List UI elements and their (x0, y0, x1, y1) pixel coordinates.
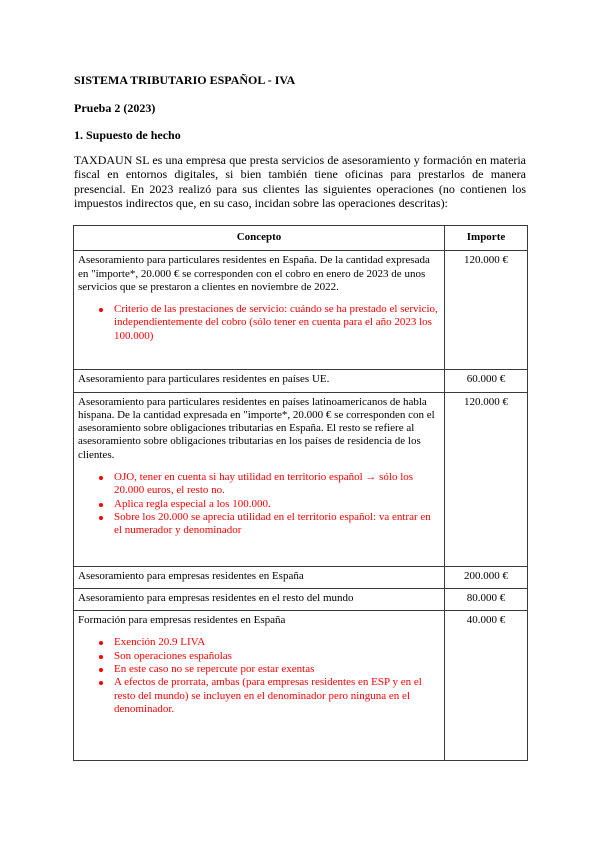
annotation-list (78, 303, 440, 343)
table-header-row (74, 226, 528, 251)
column-header-concept: Concepto (74, 226, 445, 251)
amount-cell: 40.000 € (445, 611, 528, 761)
amount-cell: 120.000 € (445, 251, 528, 370)
annotation-list (78, 471, 440, 537)
table-row (74, 588, 528, 610)
document-subtitle: Prueba 2 (2023) (74, 101, 156, 115)
annotation-item: Sobre los 20.000 se aprecia utilidad en el territorio español: va entrar en el numerador y denominador (114, 511, 440, 538)
concept-cell (74, 566, 445, 588)
concept-cell (74, 370, 445, 392)
concept-text: Asesoramiento para empresas residentes en el resto del mundo (78, 591, 354, 604)
table-row (74, 566, 528, 588)
table-row (74, 392, 528, 566)
section-heading: 1. Supuesto de hecho (74, 128, 181, 142)
concept-cell (74, 251, 445, 370)
concept-text: Asesoramiento para empresas residentes en España (78, 569, 304, 582)
document-title: SISTEMA TRIBUTARIO ESPAÑOL - IVA (74, 73, 296, 87)
concept-cell (74, 392, 445, 566)
intro-paragraph: TAXDAUN SL es una empresa que presta servicios de asesoramiento y formación en materia fiscal en entornos digitales, si bien también tiene oficinas para prestarlos de manera presencial. En 2023 realizó para sus clientes las siguientes operaciones (no contienen los impuestos indirectos que, en su caso, incidan sobre las operaciones descritas): (74, 153, 526, 210)
annotation-list (78, 636, 440, 716)
operations-table (73, 225, 528, 761)
concept-text: Formación para empresas residentes en España (78, 614, 286, 627)
amount-cell: 80.000 € (445, 588, 528, 610)
column-header-amount: Importe (445, 226, 528, 251)
table-row (74, 251, 528, 370)
annotation-item: Aplica regla especial a los 100.000. (114, 498, 440, 511)
annotation-item: Son operaciones españolas (114, 650, 440, 663)
annotation-item: OJO, tener en cuenta si hay utilidad en territorio español → sólo los 20.000 euros, el resto no. (114, 471, 440, 498)
amount-cell: 200.000 € (445, 566, 528, 588)
concept-cell (74, 588, 445, 610)
concept-cell (74, 611, 445, 761)
amount-cell: 120.000 € (445, 392, 528, 566)
annotation-item: A efectos de prorrata, ambas (para empresas residentes en ESP y en el resto del mundo) se incluyen en el denominador pero ninguna en el denominador. (114, 676, 440, 716)
annotation-item: Criterio de las prestaciones de servicio: cuándo se ha prestado el servicio, independientemente del cobro (sólo tener en cuenta para el año 2023 los 100.000) (114, 303, 440, 343)
amount-cell: 60.000 € (445, 370, 528, 392)
concept-text: Asesoramiento para particulares residentes en España. De la cantidad expresada en "importe*, 20.000 € se corresponden con el cobro en enero de 2023 de unos servicios que se prestaron a clientes en noviembre de 2022. (78, 254, 430, 293)
annotation-item: En este caso no se repercute por estar exentas (114, 663, 440, 676)
concept-text: Asesoramiento para particulares residentes en países UE. (78, 373, 330, 386)
concept-text: Asesoramiento para particulares residentes en países latinoamericanos de habla hispana. De la cantidad expresada en "importe*, 20.000 € se corresponden con el asesoramiento sobre obligaciones tributarias en España. El resto se refiere al asesoramiento sobre obligaciones tributarias en los países de residencia de los clientes. (78, 395, 435, 461)
table-row (74, 370, 528, 392)
table-row (74, 611, 528, 761)
annotation-item: Exención 20.9 LIVA (114, 636, 440, 649)
